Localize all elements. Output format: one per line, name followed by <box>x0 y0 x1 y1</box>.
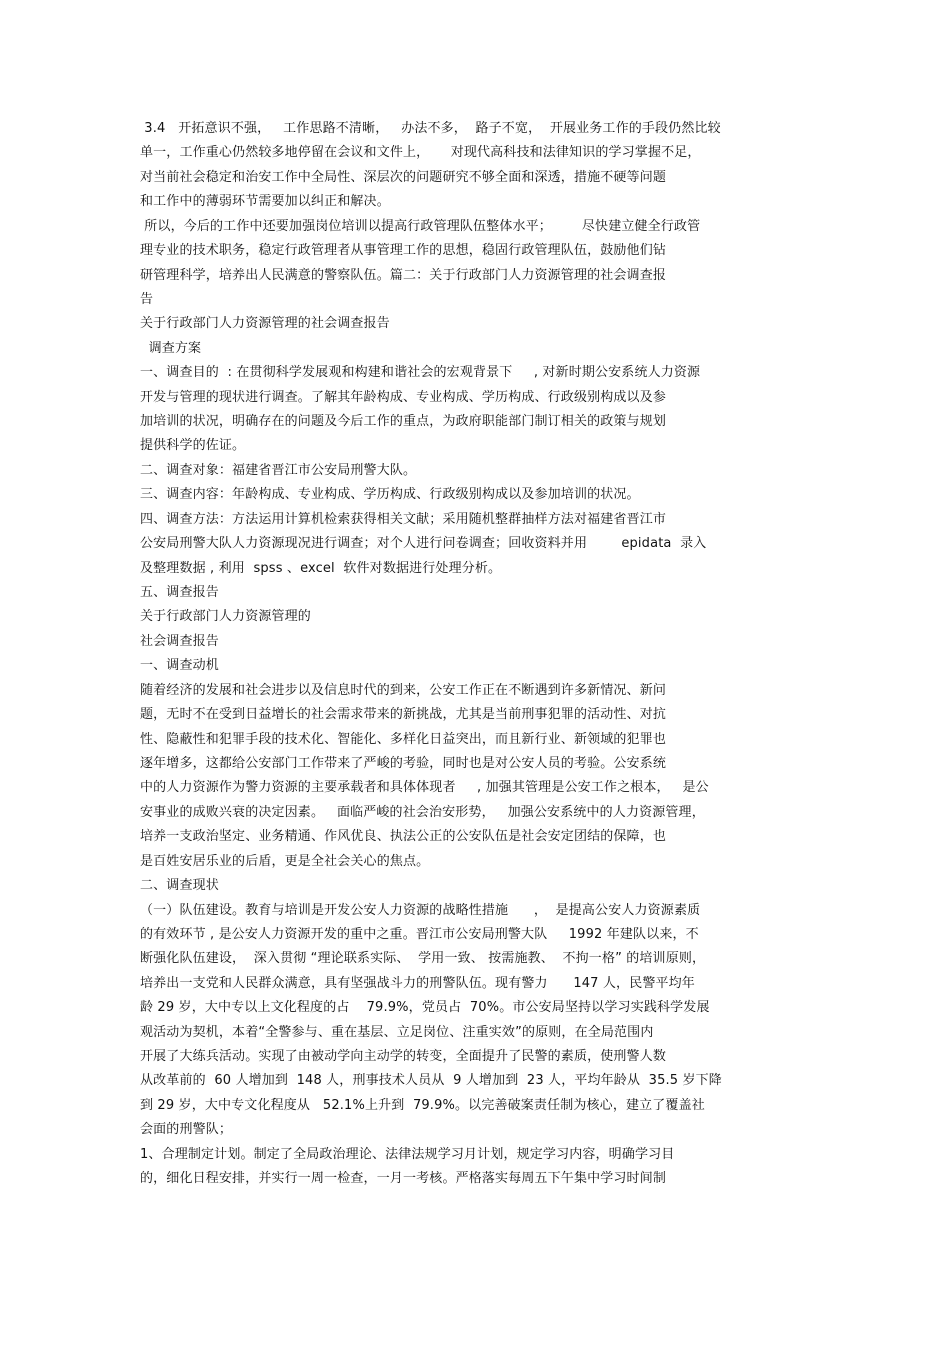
text-line: 培养出一支党和人民群众满意，具有坚强战斗力的刑警队伍。现有警力 147 人，民警平均年 <box>140 975 695 991</box>
text-line: 性、隐蔽性和犯罪手段的技术化、智能化、多样化日益突出，而且新行业、新领域的犯罪也 <box>140 731 667 747</box>
text-line: 中的人力资源作为警力资源的主要承载者和具体体现者 , 加强其管理是公安工作之根本， 是公 <box>140 780 709 796</box>
text-line: 开发与管理的现状进行调查。了解其年龄构成、专业构成、学历构成、行政级别构成以及参 <box>140 389 667 405</box>
text-line: 关于行政部门人力资源管理的 <box>140 609 311 625</box>
text-line: 和工作中的薄弱环节需要加以纠正和解决。 <box>140 194 390 210</box>
text-line: 三、调查内容：年龄构成、专业构成、学历构成、行政级别构成以及参加培训的状况。 <box>140 487 640 503</box>
text-line: 的，细化日程安排，并实行一周一检查，一月一考核。严格落实每周五下午集中学习时间制 <box>140 1171 667 1187</box>
text-line: 理专业的技术职务，稳定行政管理者从事管理工作的思想，稳固行政管理队伍，鼓励他们钻 <box>140 243 667 259</box>
text-line: 从改革前的 60 人增加到 148 人，刑事技术人员从 9 人增加到 23 人，平均年龄从 35.5 岁下降 <box>140 1073 722 1089</box>
text-line: 调查方案 <box>140 340 202 356</box>
text-line: 二、调查对象：福建省晋江市公安局刑警大队。 <box>140 462 417 478</box>
text-line: 研管理科学，培养出人民满意的警察队伍。篇二：关于行政部门人力资源管理的社会调查报 <box>140 267 667 283</box>
text-line: 及整理数据 , 利用 spss 、excel 软件对数据进行处理分析。 <box>140 560 502 576</box>
text-line: 随着经济的发展和社会进步以及信息时代的到来，公安工作正在不断遇到许多新情况、新问 <box>140 682 667 698</box>
text-line: 逐年增多，这都给公安部门工作带来了严峻的考验，同时也是对公安人员的考验。公安系统 <box>140 755 667 771</box>
text-line: 到 29 岁，大中专文化程度从 52.1%上升到 79.9%。以完善破案责任制为核心，建立了覆盖社 <box>140 1097 705 1113</box>
text-line: 龄 29 岁，大中专以上文化程度的占 79.9%，党员占 70%。市公安局坚持以学习实践科学发展 <box>140 1000 710 1016</box>
text-line: 所以，今后的工作中还要加强岗位培训以提高行政管理队伍整体水平； 尽快建立健全行政管 <box>140 218 701 234</box>
text-line: 题，无时不在受到日益增长的社会需求带来的新挑战，尤其是当前刑事犯罪的活动性、对抗 <box>140 707 667 723</box>
text-line: 一、调查动机 <box>140 658 219 674</box>
text-line: 1、合理制定计划。制定了全局政治理论、法律法规学习月计划，规定学习内容，明确学习目 <box>140 1146 675 1162</box>
text-line: 公安局刑警大队人力资源现况进行调查；对个人进行问卷调查；回收资料并用 epidata 录入 <box>140 536 707 552</box>
text-line: 一、调查目的 : 在贯彻科学发展观和构建和谐社会的宏观背景下 , 对新时期公安系统人力资源 <box>140 365 701 381</box>
text-line: 断强化队伍建设， 深入贯彻 “理论联系实际、 学用一致、 按需施教、 不拘一格” 的培训原则， <box>140 951 706 967</box>
document-body <box>140 117 830 1192</box>
text-line: 加培训的状况，明确存在的问题及今后工作的重点，为政府职能部门制订相关的政策与规划 <box>140 414 667 430</box>
text-line: 五、调查报告 <box>140 585 219 601</box>
text-line: 对当前社会稳定和治安工作中全局性、深层次的问题研究不够全面和深透，措施不硬等问题 <box>140 169 667 185</box>
text-line: 告 <box>140 291 154 307</box>
text-line: 培养一支政治坚定、业务精通、作风优良、执法公正的公安队伍是社会安定团结的保障，也 <box>140 829 667 845</box>
text-line: 开展了大练兵活动。实现了由被动学向主动学的转变，全面提升了民警的素质，使刑警人数 <box>140 1049 667 1065</box>
text-line: 二、调查现状 <box>140 878 219 894</box>
text-line: 的有效环节 , 是公安人力资源开发的重中之重。晋江市公安局刑警大队 1992 年建队以来，不 <box>140 926 699 942</box>
text-line: 单一，工作重心仍然较多地停留在会议和文件上， 对现代高科技和法律知识的学习掌握不足， <box>140 145 701 161</box>
text-line: 3.4 开拓意识不强， 工作思路不清晰， 办法不多， 路子不宽， 开展业务工作的手段仍然比较 <box>140 121 721 136</box>
text-line: 是百姓安居乐业的后盾，更是全社会关心的焦点。 <box>140 853 430 869</box>
text-line: 四、调查方法：方法运用计算机检索获得相关文献；采用随机整群抽样方法对福建省晋江市 <box>140 511 667 527</box>
text-line: 会面的刑警队； <box>140 1122 233 1138</box>
text-line: 提供科学的佐证。 <box>140 438 246 454</box>
text-line: （一）队伍建设。教育与培训是开发公安人力资源的战略性措施 ， 是提高公安人力资源素质 <box>140 902 701 918</box>
text-line: 观活动为契机，本着“全警参与、重在基层、立足岗位、注重实效”的原则，在全局范围内 <box>140 1024 654 1040</box>
text-line: 安事业的成败兴衰的决定因素。 面临严峻的社会治安形势， 加强公安系统中的人力资源管理， <box>140 804 705 820</box>
text-line: 社会调查报告 <box>140 633 219 649</box>
text-line: 关于行政部门人力资源管理的社会调查报告 <box>140 316 390 332</box>
